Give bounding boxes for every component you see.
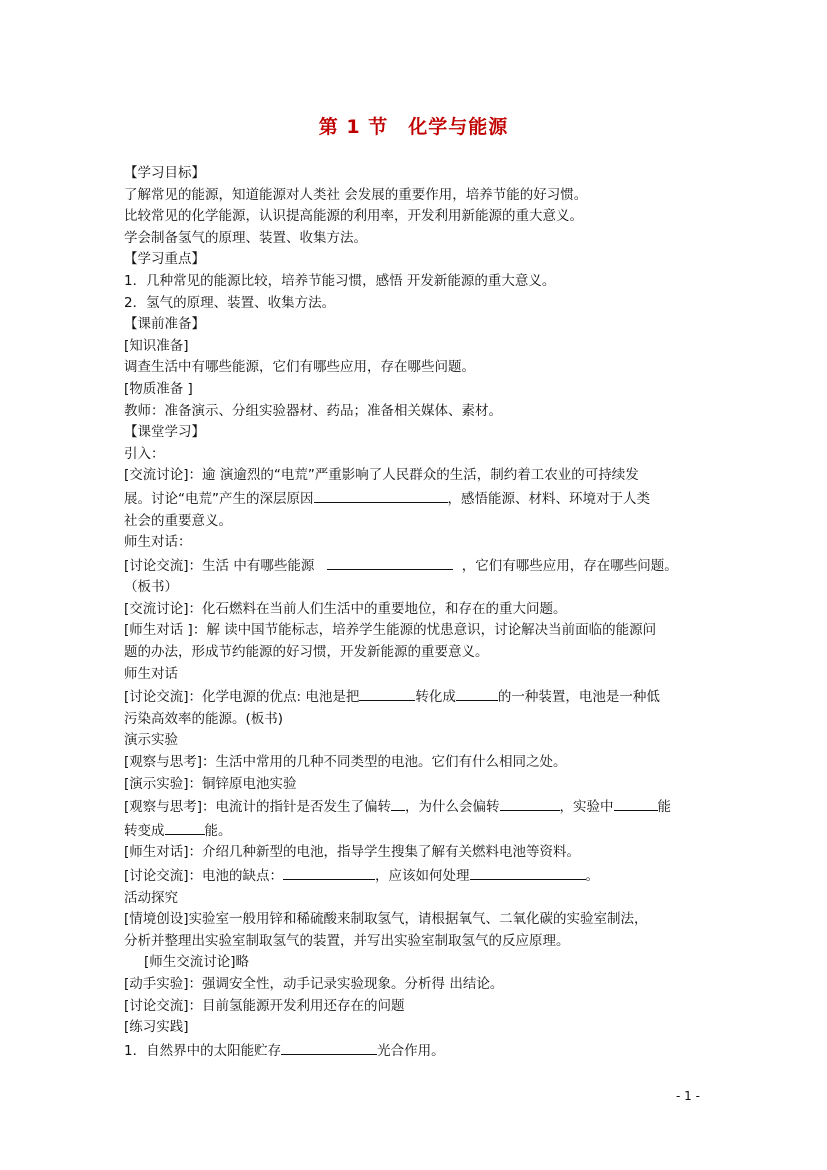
- text-segment: [观察与思考]：电流计的指针是否发生了偏转: [124, 799, 392, 816]
- page-number: - 1 -: [676, 1089, 700, 1103]
- discussion-line: [动手实验]：强调安全性，动手记录实验现象。分析得 出结论。: [124, 975, 504, 992]
- text-segment: ，为什么会偏转: [405, 799, 500, 816]
- discussion-line: [情境创设]实验室一般用锌和稀硫酸来制取氢气，请根据氧气、二氧化碳的实验室制法，: [124, 911, 648, 928]
- discussion-line: [124, 554, 710, 578]
- text-segment: 转变成: [124, 822, 165, 839]
- dialog-label: 师生对话：: [124, 534, 192, 551]
- discussion-line: [交流讨论]：逾 演逾烈的“电荒”严重影响了人民群众的生活，制约着工农业的可持续发: [124, 467, 639, 484]
- goal-line: 学会制备氢气的原理、装置、收集方法。: [124, 229, 367, 246]
- fill-in-blank: [456, 685, 498, 701]
- discussion-line: [124, 819, 710, 843]
- section-heading-keypoints: 【学习重点】: [124, 251, 205, 268]
- text-segment: ，实验中: [559, 799, 614, 816]
- knowledge-prep-label: [知识准备]: [124, 337, 189, 354]
- material-prep-label: [物质准备 ]: [124, 380, 193, 397]
- text-segment: 。: [585, 868, 600, 884]
- text-segment: 能: [657, 799, 672, 816]
- text-segment: 的一种装置，电池是一种低: [497, 689, 660, 706]
- discussion-line: [观察与思考]：生活中常用的几种不同类型的电池。它们有什么相同之处。: [124, 754, 567, 771]
- practice-label: [练习实践]: [124, 1019, 189, 1036]
- text-segment: [讨论交流]：生活 中有哪些能源: [124, 557, 315, 574]
- discussion-line: [师生对话 ]：解 读中国节能标志，培养学生能源的忧患意识，讨论解决当前面临的能源问: [124, 622, 657, 639]
- goal-line: 比较常见的化学能源，认识提高能源的利用率，开发利用新能源的重大意义。: [124, 208, 583, 225]
- discussion-line: 污染高效率的能源。(板书): [124, 710, 284, 727]
- intro-label: 引入：: [124, 445, 165, 462]
- fill-in-blank: [327, 554, 453, 570]
- explore-label: 活动探究: [124, 889, 178, 906]
- text-segment: 转化成: [415, 689, 456, 706]
- discussion-line: [124, 795, 710, 819]
- fill-in-blank: [470, 864, 586, 880]
- document-body: [124, 163, 710, 1062]
- text-segment: ，它们有哪些应用，存在哪些问题。: [461, 557, 678, 574]
- keypoint-line: 1．几种常见的能源比较，培养节能习惯，感悟 开发新能源的重大意义。: [124, 272, 556, 289]
- section-heading-classroom: 【课堂学习】: [124, 424, 205, 441]
- text-segment: [讨论交流]：化学电源的优点: 电池是把: [124, 689, 360, 706]
- text-segment: 光合作用。: [377, 1042, 445, 1059]
- discussion-line: [124, 685, 710, 709]
- fill-in-blank: [281, 1039, 377, 1055]
- text-segment: 1．自然界中的太阳能贮存: [124, 1042, 282, 1059]
- fill-in-blank: [391, 795, 405, 811]
- keypoint-line: 2．氢气的原理、装置、收集方法。: [124, 294, 336, 311]
- discussion-line: [交流讨论]：化石燃料在当前人们生活中的重要地位，和存在的重大问题。: [124, 600, 567, 617]
- discussion-line: [师生对话]：介绍几种新型的电池，指导学生搜集了解有关燃料电池等资料。: [124, 844, 581, 861]
- fill-in-blank: [165, 819, 205, 835]
- practice-question: [124, 1039, 710, 1063]
- discussion-line: [讨论交流]：目前氢能源开发利用还存在的问题: [124, 997, 405, 1014]
- board-note: （板书）: [124, 579, 178, 596]
- text-segment: ，感悟能源、材料、环境对于人类: [447, 490, 650, 507]
- discussion-line: [师生交流讨论]略: [144, 954, 250, 971]
- discussion-line: 题的办法，形成节约能源的好习惯，开发新能源的重要意义。: [124, 644, 489, 661]
- discussion-line: 分析并整理出实验室制取氢气的装置，并写出实验室制取氢气的反应原理。: [124, 932, 570, 949]
- fill-in-blank: [500, 795, 560, 811]
- discussion-line: [124, 487, 710, 511]
- text-segment: 展。讨论“电荒”产生的深层原因: [124, 490, 314, 507]
- material-prep-text: 教师：准备演示、分组实验器材、药品；准备相关媒体、素材。: [124, 402, 502, 419]
- dialog-label: 师生对话: [124, 665, 178, 682]
- fill-in-blank: [359, 685, 415, 701]
- knowledge-prep-text: 调查生活中有哪些能源，它们有哪些应用，存在哪些问题。: [124, 359, 475, 376]
- discussion-line: 社会的重要意义。: [124, 512, 232, 529]
- fill-in-blank: [283, 864, 375, 880]
- goal-line: 了解常见的能源，知道能源对人类社 会发展的重要作用，培养节能的好习惯。: [124, 186, 588, 203]
- fill-in-blank: [614, 795, 658, 811]
- section-heading-preparation: 【课前准备】: [124, 316, 205, 333]
- text-segment: 能。: [204, 822, 232, 839]
- text-segment: [讨论交流]：电池的缺点：: [124, 868, 284, 884]
- discussion-line: [演示实验]：铜锌原电池实验: [124, 775, 297, 792]
- demo-label: 演示实验: [124, 732, 178, 749]
- page-title: 第 1 节 化学与能源: [318, 116, 509, 138]
- discussion-line: [124, 864, 710, 888]
- section-heading-goals: 【学习目标】: [124, 165, 205, 181]
- fill-in-blank: [314, 487, 448, 503]
- text-segment: ，应该如何处理: [375, 868, 470, 884]
